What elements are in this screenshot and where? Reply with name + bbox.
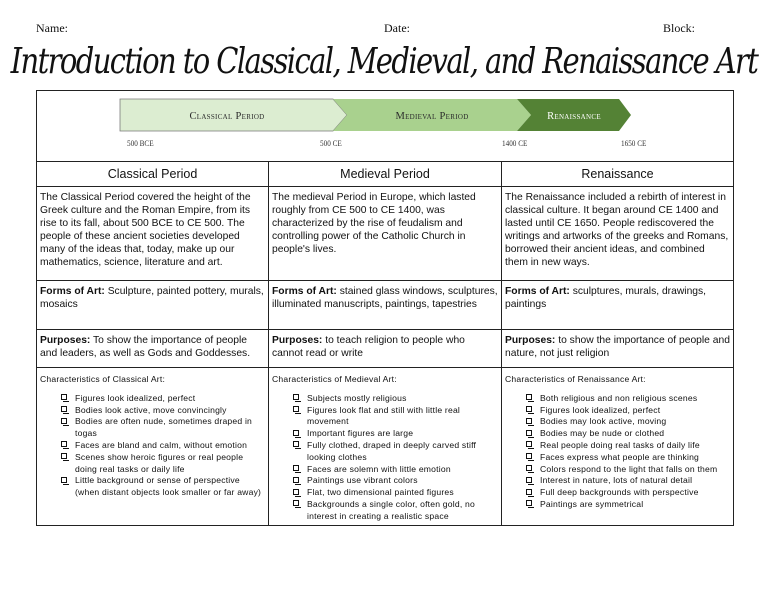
checkbox-icon[interactable]	[61, 441, 67, 447]
list-item-text: Colors respond to the light that falls on them	[540, 463, 718, 474]
characteristics-list	[272, 393, 498, 523]
checkbox-icon[interactable]	[61, 453, 67, 459]
characteristics-list	[40, 393, 265, 499]
forms-text: sculptures, murals, drawings, paintings	[505, 286, 707, 310]
list-item	[293, 440, 498, 464]
list-item	[526, 487, 730, 499]
list-item-text: Flat, two dimensional painted figures	[307, 487, 454, 498]
list-item	[293, 464, 498, 476]
list-item-text: Faces express what people are thinking	[540, 451, 700, 462]
list-item-text: Both religious and non religious scenes	[540, 392, 698, 403]
list-item-text: Figures look idealized, perfect	[540, 404, 661, 415]
forms-text: Sculpture, painted pottery, murals, mosaics	[40, 286, 264, 310]
forms-renaissance	[502, 281, 733, 329]
list-item	[526, 475, 730, 487]
checkbox-icon[interactable]	[526, 406, 532, 412]
checkbox-icon[interactable]	[293, 430, 299, 436]
list-item	[526, 452, 730, 464]
timeline-tick-500ce: 500 CE	[320, 139, 342, 148]
forms-label: Forms of Art:	[505, 286, 570, 297]
checkbox-icon[interactable]	[526, 430, 532, 436]
characteristics-medieval	[269, 368, 502, 526]
timeline-arrows	[37, 91, 733, 161]
list-item-text: Paintings use vibrant colors	[307, 475, 418, 486]
list-item	[293, 428, 498, 440]
purposes-label: Purposes:	[40, 335, 91, 346]
timeline-label-medieval: Medieval Period	[395, 111, 469, 122]
list-item	[526, 440, 730, 452]
forms-medieval	[269, 281, 502, 329]
block-label: Block:	[663, 21, 695, 35]
characteristics-title: Characteristics of Renaissance Art:	[505, 374, 646, 384]
list-item-text: Subjects mostly religious	[307, 392, 407, 403]
checkbox-icon[interactable]	[526, 418, 532, 424]
characteristics-title: Characteristics of Medieval Art:	[272, 374, 397, 384]
worksheet-table	[36, 90, 734, 526]
timeline-tick-1650ce: 1650 CE	[621, 139, 647, 148]
list-item	[526, 416, 730, 428]
list-item-text: Little background or sense of perspective (when distant objects look smaller or far away)	[75, 475, 262, 498]
list-item	[526, 499, 730, 511]
purposes-text: To show the importance of people and leaders, as well as Gods and Goddesses.	[40, 335, 251, 359]
checkbox-icon[interactable]	[526, 489, 532, 495]
heading-row	[37, 161, 733, 187]
checkbox-icon[interactable]	[526, 394, 532, 400]
purposes-renaissance	[502, 330, 733, 367]
checkbox-icon[interactable]	[293, 465, 299, 471]
checkbox-icon[interactable]	[293, 394, 299, 400]
list-item-text: Backgrounds a single color, often gold, no interest in creating a realistic space	[307, 498, 475, 521]
list-item-text: Faces are bland and calm, without emotion	[75, 439, 248, 450]
list-item-text: Fully clothed, draped in deeply carved stiff looking clothes	[307, 439, 477, 462]
forms-row	[37, 281, 733, 330]
description-medieval: The medieval Period in Europe, which lasted roughly from CE 500 to CE 1400, was characterized by the rise of feudalism and controlling power of the Catholic Church in people's lives.	[269, 187, 502, 280]
checkbox-icon[interactable]	[61, 418, 67, 424]
description-renaissance: The Renaissance included a rebirth of interest in classical culture. It began around CE 1400 and lasted until CE 1650. People rediscovered the writings and artworks of the greeks and Romans, borrowed their ancient ideas, and combined them in new ways.	[505, 192, 729, 268]
date-label: Date:	[384, 21, 410, 35]
purposes-label: Purposes:	[505, 335, 556, 346]
checkbox-icon[interactable]	[293, 406, 299, 412]
heading-medieval: Medieval Period	[269, 161, 502, 186]
description-row	[37, 187, 733, 281]
list-item	[61, 452, 265, 476]
list-item-text: Bodies may look active, moving	[540, 416, 667, 427]
list-item-text: Real people doing real tasks of daily life	[540, 439, 700, 450]
description-classical: The Classical Period covered the height of the Greek culture and the Roman Empire, from its rise to its fall, about 500 BCE to CE 500. The people of these ancient societies developed many of the ideas that, today, make up our mathematics, science, literature and art.	[37, 187, 269, 280]
checkbox-icon[interactable]	[61, 477, 67, 483]
timeline	[37, 91, 733, 162]
forms-text: stained glass windows, sculptures, illuminated manuscripts, paintings, tapestries	[272, 286, 498, 310]
timeline-tick-500bce: 500 BCE	[127, 139, 154, 148]
checkbox-icon[interactable]	[526, 465, 532, 471]
timeline-label-renaissance: Renaissance	[547, 111, 601, 122]
list-item-text: Figures look flat and still with little real movement	[307, 404, 461, 427]
list-item-text: Bodies look active, move convincingly	[75, 404, 227, 415]
purposes-text: to show the importance of people and nature, not just religion	[505, 335, 730, 359]
checkbox-icon[interactable]	[61, 394, 67, 400]
list-item	[526, 464, 730, 476]
page-title: Introduction to Classical, Medieval, and Renaissance Art	[10, 40, 758, 82]
characteristics-title: Characteristics of Classical Art:	[40, 374, 166, 384]
list-item	[293, 499, 498, 523]
list-item-text: Important figures are large	[307, 428, 414, 439]
checkbox-icon[interactable]	[526, 500, 532, 506]
list-item	[61, 405, 265, 417]
checkbox-icon[interactable]	[526, 453, 532, 459]
purposes-row	[37, 330, 733, 368]
forms-classical	[37, 281, 269, 329]
list-item-text: Bodies are often nude, sometimes draped in togas	[75, 416, 253, 439]
checkbox-icon[interactable]	[61, 406, 67, 412]
checkbox-icon[interactable]	[293, 500, 299, 506]
purposes-classical	[37, 330, 269, 367]
forms-label: Forms of Art:	[272, 286, 337, 297]
list-item	[526, 405, 730, 417]
purposes-medieval	[269, 330, 502, 367]
checkbox-icon[interactable]	[293, 441, 299, 447]
list-item-text: Scenes show heroic figures or real people doing real tasks or daily life	[75, 451, 244, 474]
timeline-label-classical: Classical Period	[189, 111, 265, 122]
list-item	[293, 475, 498, 487]
characteristics-list	[505, 393, 730, 511]
list-item-text: Paintings are symmetrical	[540, 498, 644, 509]
list-item	[61, 475, 265, 499]
list-item	[61, 393, 265, 405]
forms-label: Forms of Art:	[40, 286, 105, 297]
name-label: Name:	[36, 21, 68, 35]
checkbox-icon[interactable]	[526, 477, 532, 483]
list-item	[61, 440, 265, 452]
list-item-text: Figures look idealized, perfect	[75, 392, 196, 403]
checkbox-icon[interactable]	[293, 477, 299, 483]
list-item	[293, 487, 498, 499]
list-item-text: Interest in nature, lots of natural detail	[540, 475, 693, 486]
list-item	[526, 393, 730, 405]
list-item	[526, 428, 730, 440]
list-item-text: Full deep backgrounds with perspective	[540, 487, 699, 498]
purposes-text: to teach religion to people who cannot read or write	[272, 335, 465, 359]
checkbox-icon[interactable]	[526, 441, 532, 447]
list-item	[293, 393, 498, 405]
characteristics-renaissance	[502, 368, 733, 526]
purposes-label: Purposes:	[272, 335, 323, 346]
list-item	[61, 416, 265, 440]
heading-classical: Classical Period	[37, 161, 269, 186]
characteristics-classical	[37, 368, 269, 526]
timeline-tick-1400ce: 1400 CE	[502, 139, 528, 148]
list-item-text: Faces are solemn with little emotion	[307, 463, 451, 474]
characteristics-row	[37, 368, 733, 526]
checkbox-icon[interactable]	[293, 489, 299, 495]
period-grid	[37, 161, 733, 526]
heading-renaissance: Renaissance	[581, 167, 654, 181]
list-item-text: Bodies may be nude or clothed	[540, 428, 665, 439]
list-item	[293, 405, 498, 429]
